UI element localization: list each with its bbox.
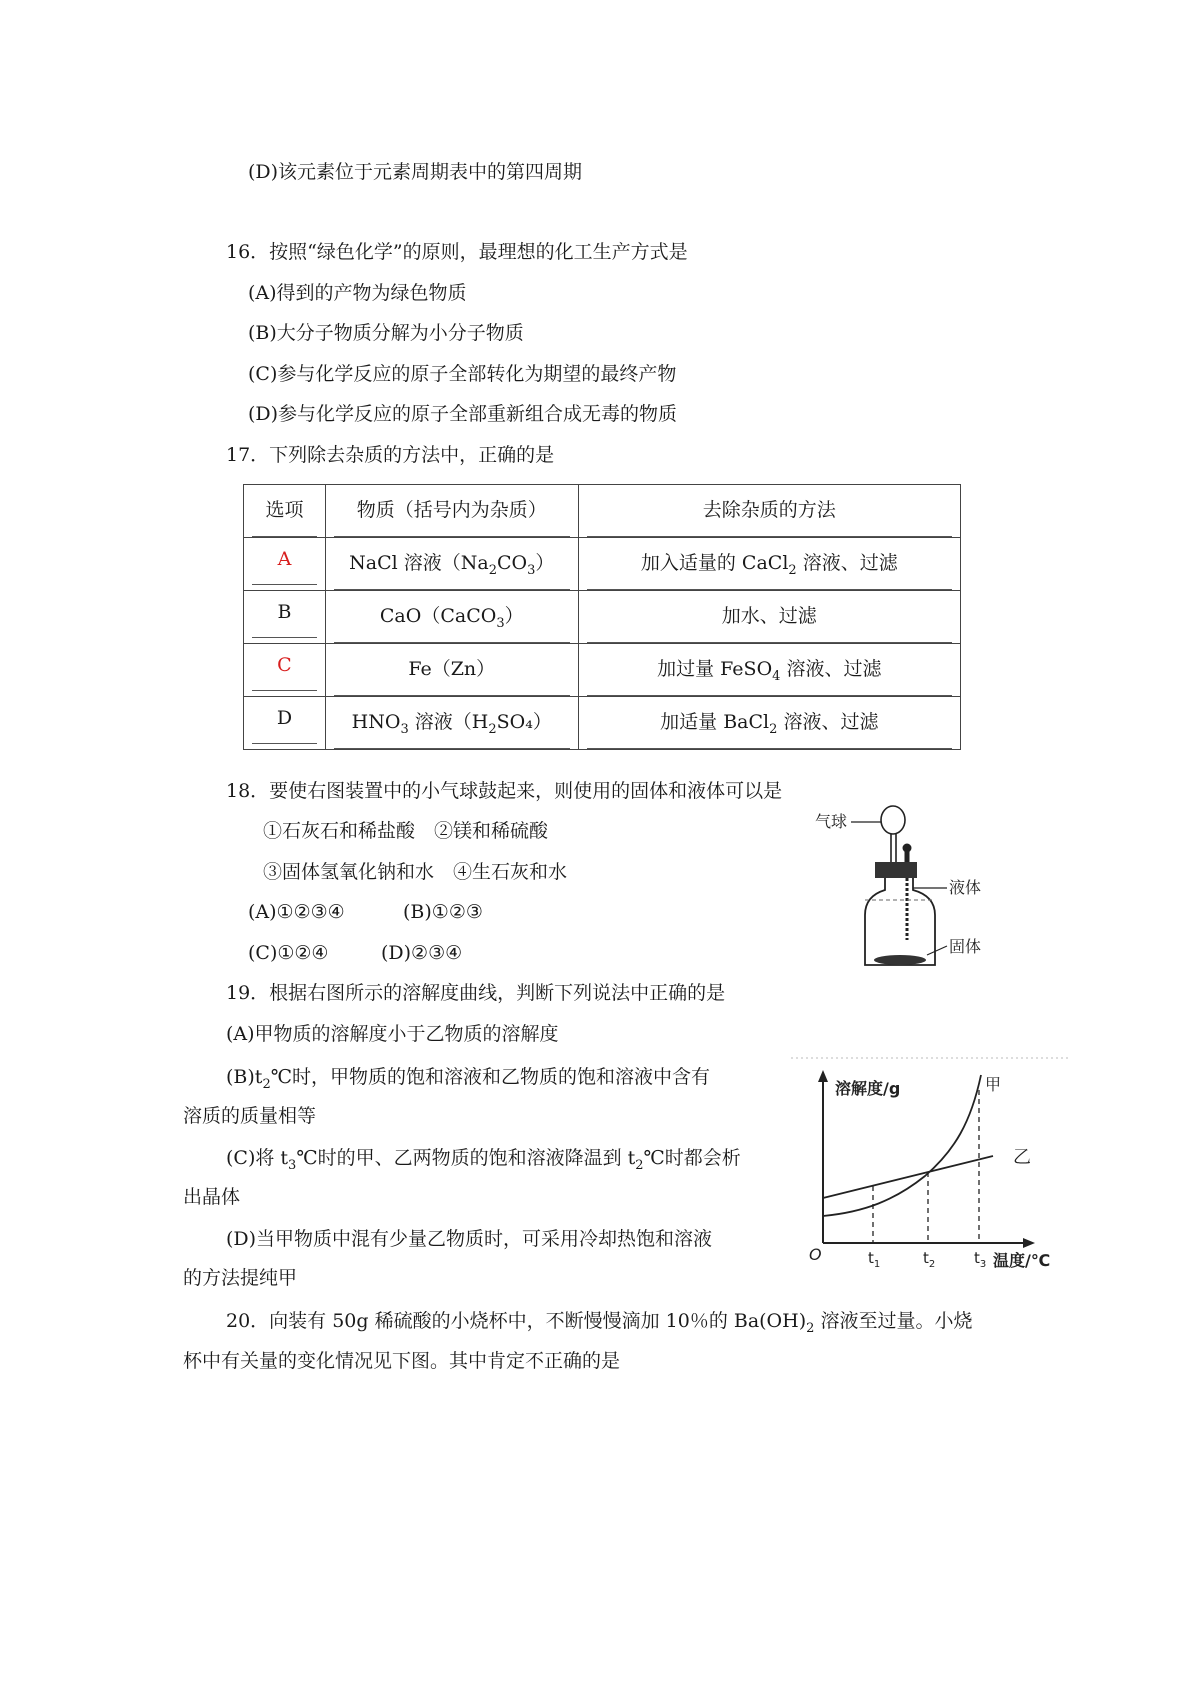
stopper-icon — [875, 862, 917, 878]
row-option: D — [244, 697, 326, 750]
q19-option-c-line1: (C)将 $t_3℃$时的甲、乙两物质的饱和溶液降温到 $t_2℃$时都会析 — [226, 1147, 741, 1173]
q16-option-b: (B)大分子物质分解为小分子物质 — [248, 322, 524, 344]
header-substance: 物质（括号内为杂质） — [325, 485, 578, 538]
q19-option-b-line1: $(B)t_2℃$时，甲物质的饱和溶液和乙物质的饱和溶液中含有 — [226, 1066, 710, 1092]
row-substance: CaO（CaCO$_3$） — [325, 591, 578, 644]
series-label-yi: 乙 — [1013, 1147, 1031, 1168]
x-axis-arrow-icon — [1023, 1238, 1035, 1248]
solid-label: 固体 — [949, 937, 982, 956]
curve-yi — [823, 1156, 993, 1198]
row-option: B — [244, 591, 326, 644]
q19-option-d-line1: (D)当甲物质中混有少量乙物质时，可采用冷却热饱和溶液 — [226, 1228, 713, 1250]
liquid-label: 液体 — [949, 878, 982, 897]
row-substance: Fe（Zn） — [325, 644, 578, 697]
q18-option-b: (B)①②③ — [403, 901, 483, 923]
q20-line1: 20．向装有 50g 稀硫酸的小烧杯中，不断慢慢滴加 10％的 $Ba(OH)_2$ 溶液至过量。小烧 — [226, 1310, 973, 1336]
y-axis-arrow-icon — [818, 1070, 828, 1082]
row-option: A — [244, 538, 326, 591]
q18-apparatus-figure — [815, 800, 995, 975]
q19-option-d-line2: 的方法提纯甲 — [183, 1267, 298, 1289]
tick-label-t2: $t_2$ — [923, 1249, 936, 1270]
q17-stem: 17．下列除去杂质的方法中，正确的是 — [226, 444, 555, 466]
q18-items-2: ③固体氢氧化钠和水 ④生石灰和水 — [263, 861, 568, 883]
solid-icon — [874, 955, 926, 965]
table-row — [244, 644, 961, 697]
q18-option-a: (A)①②③④ — [248, 901, 345, 923]
balloon-label: 气球 — [815, 812, 848, 831]
origin-label: O — [809, 1245, 822, 1264]
table-row — [244, 538, 961, 591]
bottle-icon — [865, 878, 935, 965]
q16-option-a: (A)得到的产物为绿色物质 — [248, 282, 467, 304]
row-method: 加入适量的 CaCl$_2$ 溶液、过滤 — [578, 538, 960, 591]
series-label-jia: 甲 — [985, 1075, 1002, 1094]
row-method: 加适量 BaCl$_2$ 溶液、过滤 — [578, 697, 960, 750]
q16-option-c: (C)参与化学反应的原子全部转化为期望的最终产物 — [248, 363, 677, 385]
row-option: C — [244, 644, 326, 697]
row-method: 加过量 FeSO$_4$ 溶液、过滤 — [578, 644, 960, 697]
q18-stem: 18．要使右图装置中的小气球鼓起来，则使用的固体和液体可以是 — [226, 780, 783, 802]
table-row — [244, 697, 961, 750]
q19-option-a: (A)甲物质的溶解度小于乙物质的溶解度 — [226, 1023, 559, 1045]
q15-option-d: (D)该元素位于元素周期表中的第四周期 — [248, 161, 583, 183]
q16-option-d: (D)参与化学反应的原子全部重新组合成无毒的物质 — [248, 403, 678, 425]
q17-table — [243, 484, 961, 750]
q19-option-c-line2: 出晶体 — [183, 1186, 241, 1208]
q20-line2: 杯中有关量的变化情况见下图。其中肯定不正确的是 — [183, 1350, 621, 1372]
balloon-icon — [881, 806, 905, 862]
tick-label-t3: $t_3$ — [974, 1249, 987, 1270]
x-axis-label: 温度/℃ — [993, 1251, 1051, 1270]
q19-solubility-graph — [785, 1050, 1075, 1280]
header-option: 选项 — [244, 485, 326, 538]
q19-stem: 19．根据右图所示的溶解度曲线，判断下列说法中正确的是 — [226, 982, 726, 1004]
table-header-row — [244, 485, 961, 538]
row-substance: $HNO_3$ 溶液$(H_2SO_4)$ — [325, 697, 578, 750]
table-row — [244, 591, 961, 644]
y-axis-label: 溶解度/g — [835, 1079, 901, 1098]
q18-items-1: ①石灰石和稀盐酸 ②镁和稀硫酸 — [263, 820, 549, 842]
tick-label-t1: $t_1$ — [868, 1249, 881, 1270]
row-method: 加水、过滤 — [578, 591, 960, 644]
row-substance: NaCl 溶液$(Na_2CO_3)$ — [325, 538, 578, 591]
q19-option-b-line2: 溶质的质量相等 — [183, 1105, 317, 1127]
header-method: 去除杂质的方法 — [578, 485, 960, 538]
q16-stem: 16．按照“绿色化学”的原则，最理想的化工生产方式是 — [226, 241, 688, 263]
q18-option-c: (C)①②④ — [248, 942, 329, 964]
q18-option-d: (D)②③④ — [381, 942, 463, 964]
